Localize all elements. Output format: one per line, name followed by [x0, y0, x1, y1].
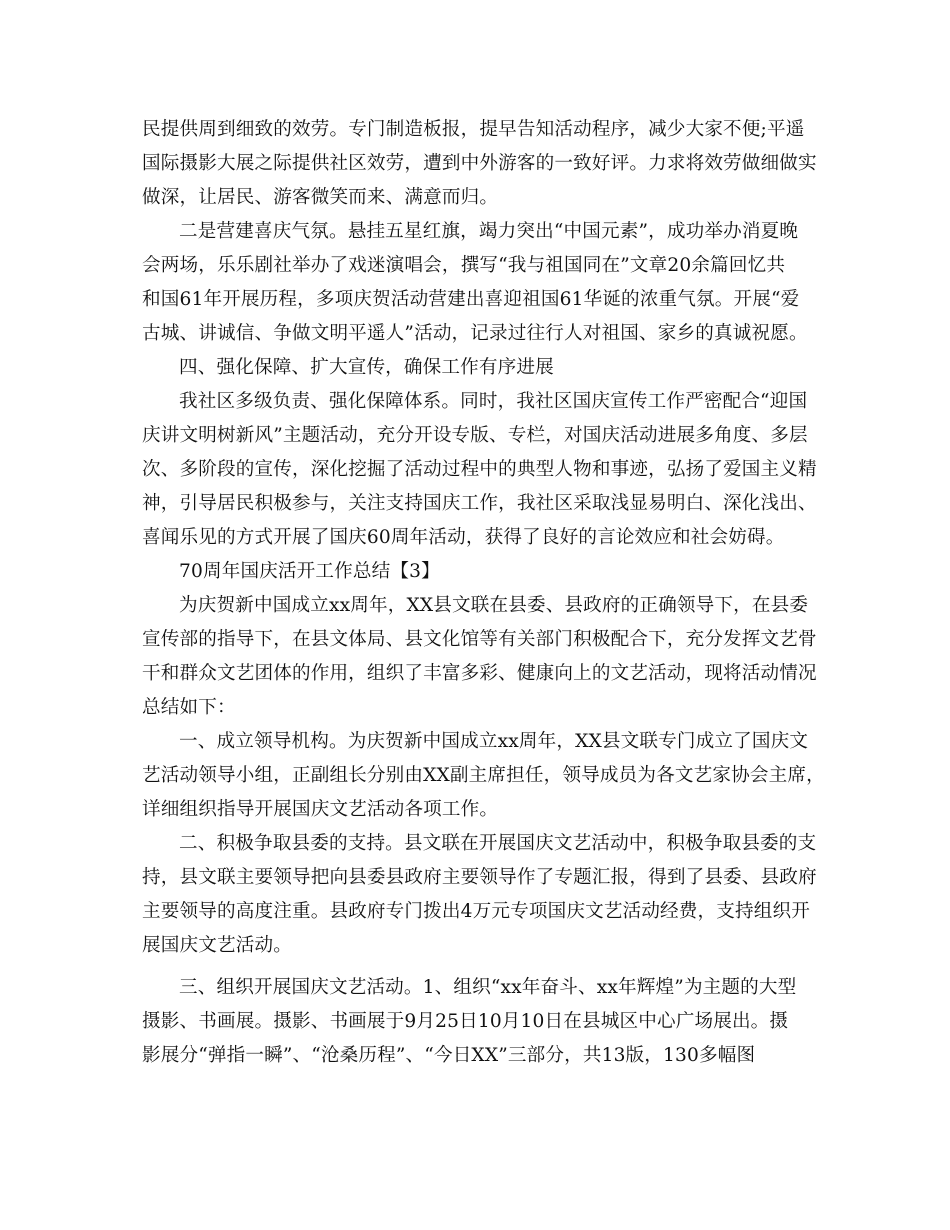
- paragraph-start-line: 三、组织开展国庆文艺活动。1、组织“xx年奋斗、xx年辉煌”为主题的大型: [179, 977, 797, 998]
- text-line: 详细组织指导开展国庆文艺活动各项工作。: [142, 799, 499, 820]
- text-line: 宣传部的指导下，在县文体局、县文化馆等有关部门积极配合下，充分发挥文艺骨: [142, 629, 817, 650]
- paragraph-start-line: 一、成立领导机构。为庆贺新中国成立xx周年，XX县文联专门成立了国庆文: [179, 731, 809, 752]
- text-line: 影展分“弹指一瞬”、“沧桑历程”、“今日XX”三部分，共13版，130多幅图: [142, 1045, 756, 1066]
- text-line: 古城、讲诚信、争做文明平遥人”活动，记录过往行人对祖国、家乡的真诚祝愿。: [142, 323, 808, 344]
- document-subtitle: 70周年国庆活开工作总结【3】: [179, 561, 440, 582]
- paragraph-start-line: 二、积极争取县委的支持。县文联在开展国庆文艺活动中，积极争取县委的支: [179, 833, 817, 854]
- document-body: [142, 113, 825, 1073]
- text-line: 主要领导的高度注重。县政府专门拨出4万元专项国庆文艺活动经费，支持组织开: [142, 901, 811, 922]
- section-heading: 四、强化保障、扩大宣传，确保工作有序进展: [179, 357, 554, 378]
- text-line: 民提供周到细致的效劳。专门制造板报，提早告知活动程序，减少大家不便;平遥: [142, 119, 805, 140]
- text-line: 做深，让居民、游客微笑而来、满意而归。: [142, 187, 499, 208]
- paragraph-start-line: 我社区多级负责、强化保障体系。同时，我社区国庆宣传工作严密配合“迎国: [179, 391, 808, 412]
- paragraph-start-line: 为庆贺新中国成立xx周年，XX县文联在县委、县政府的正确领导下，在县委: [179, 595, 809, 616]
- text-line: 干和群众文艺团体的作用，组织了丰富多彩、健康向上的文艺活动，现将活动情况: [142, 663, 817, 684]
- text-line: 会两场，乐乐剧社举办了戏迷演唱会，撰写“我与祖国同在”文章20余篇回忆共: [142, 255, 786, 276]
- text-line: 摄影、书画展。摄影、书画展于9月25日10月10日在县城区中心广场展出。摄: [142, 1011, 789, 1032]
- text-line: 神，引导居民积极参与，关注支持国庆工作，我社区采取浅显易明白、深化浅出、: [142, 493, 817, 514]
- text-line: 总结如下：: [142, 697, 236, 718]
- text-line: 庆讲文明树新风”主题活动，充分开设专版、专栏，对国庆活动进展多角度、多层: [142, 425, 808, 446]
- text-line: 艺活动领导小组，正副组长分别由XX副主席担任，领导成员为各文艺家协会主席，: [142, 765, 825, 786]
- text-line: 国际摄影大展之际提供社区效劳，遭到中外游客的一致好评。力求将效劳做细做实: [142, 153, 817, 174]
- paragraph-start-line: 二是营建喜庆气氛。悬挂五星红旗，竭力突出“中国元素”，成功举办消夏晚: [179, 221, 799, 242]
- text-line: 喜闻乐见的方式开展了国庆60周年活动，获得了良好的言论效应和社会妨碍。: [142, 527, 785, 548]
- text-line: 持，县文联主要领导把向县委县政府主要领导作了专题汇报，得到了县委、县政府: [142, 867, 817, 888]
- text-line: 次、多阶段的宣传，深化挖掘了活动过程中的典型人物和事迹，弘扬了爱国主义精: [142, 459, 817, 480]
- text-line: 展国庆文艺活动。: [142, 935, 292, 956]
- text-line: 和国61年开展历程，多项庆贺活动营建出喜迎祖国61华诞的浓重气氛。开展“爱: [142, 289, 800, 310]
